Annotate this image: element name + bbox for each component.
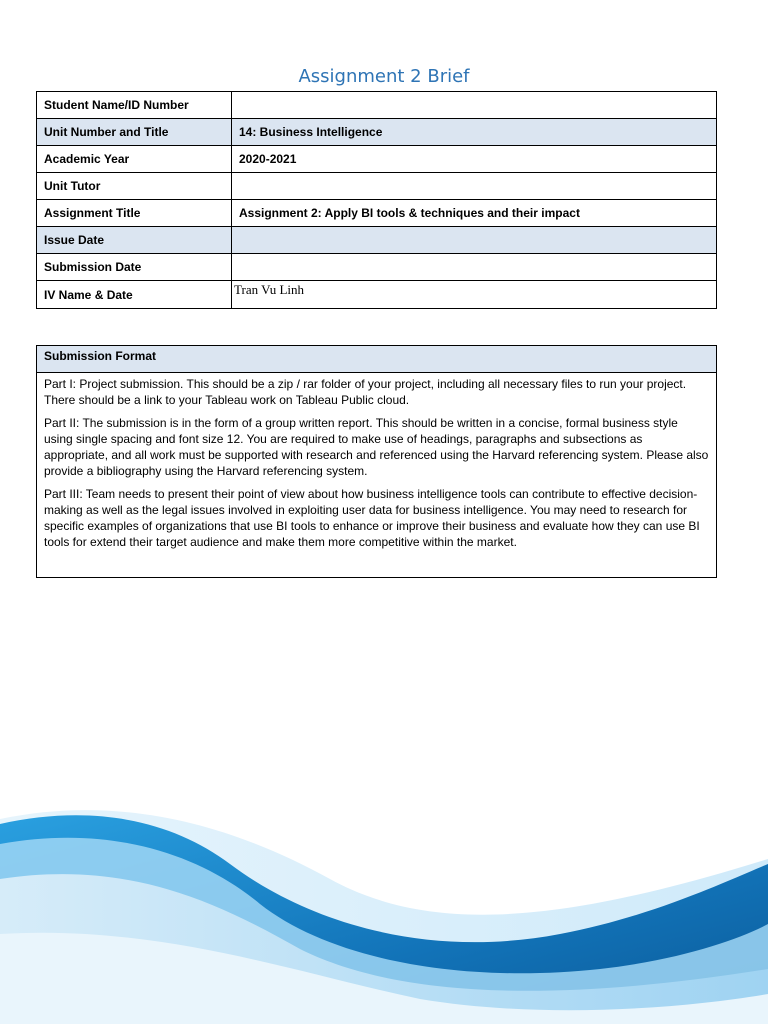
table-row bbox=[37, 146, 717, 173]
assignment-info-table bbox=[36, 91, 717, 309]
table-row bbox=[37, 200, 717, 227]
row-value-academic-year: 2020-2021 bbox=[232, 146, 717, 173]
submission-part-2: Part II: The submission is in the form of a group written report. This should be written in a concise, formal business style using single spacing and font size 12. You are required to make use of headings, paragraphs and subsections as appropriate, and all work must be supported with research and referenced using the Harvard referencing system. Please also provide a bibliography using the Harvard referencing system. bbox=[44, 416, 709, 478]
submission-part-1: Part I: Project submission. This should be a zip / rar folder of your project, including all necessary files to run your project. There should be a link to your Tableau work on Tableau Public cloud. bbox=[44, 377, 687, 407]
table-row bbox=[37, 92, 717, 119]
row-label-submission-date: Submission Date bbox=[37, 254, 232, 281]
submission-format-box bbox=[36, 345, 717, 578]
row-label-unit: Unit Number and Title bbox=[37, 119, 232, 146]
page-title: Assignment 2 Brief bbox=[298, 66, 470, 87]
row-label-assignment-title: Assignment Title bbox=[37, 200, 232, 227]
table-row bbox=[37, 119, 717, 146]
row-label-academic-year: Academic Year bbox=[37, 146, 232, 173]
row-label-student-name: Student Name/ID Number bbox=[37, 92, 232, 119]
row-label-iv-name: IV Name & Date bbox=[37, 281, 232, 309]
row-value-issue-date bbox=[232, 227, 717, 254]
table-row bbox=[37, 227, 717, 254]
row-value-unit: 14: Business Intelligence bbox=[232, 119, 717, 146]
row-label-unit-tutor: Unit Tutor bbox=[37, 173, 232, 200]
submission-format-header: Submission Format bbox=[37, 346, 716, 373]
table-row bbox=[37, 173, 717, 200]
row-value-student-name bbox=[232, 92, 717, 119]
row-label-issue-date: Issue Date bbox=[37, 227, 232, 254]
row-value-assignment-title: Assignment 2: Apply BI tools & techniques and their impact bbox=[232, 200, 717, 227]
row-value-unit-tutor bbox=[232, 173, 717, 200]
table-row bbox=[37, 281, 717, 309]
row-value-submission-date bbox=[232, 254, 717, 281]
submission-part-3: Part III: Team needs to present their point of view about how business intelligence tools can contribute to effective decision-making as well as the legal issues involved in exploiting user data for business intelligence. You may need to research for specific examples of organizations that use BI tools to enhance or improve their business and evaluate how they can use BI tools for extend their target audience and make them more competitive within the market. bbox=[44, 487, 700, 549]
decorative-wave-footer bbox=[0, 784, 768, 1024]
submission-format-body bbox=[37, 373, 716, 550]
table-row bbox=[37, 254, 717, 281]
row-value-iv-name: Tran Vu Linh bbox=[232, 281, 717, 309]
